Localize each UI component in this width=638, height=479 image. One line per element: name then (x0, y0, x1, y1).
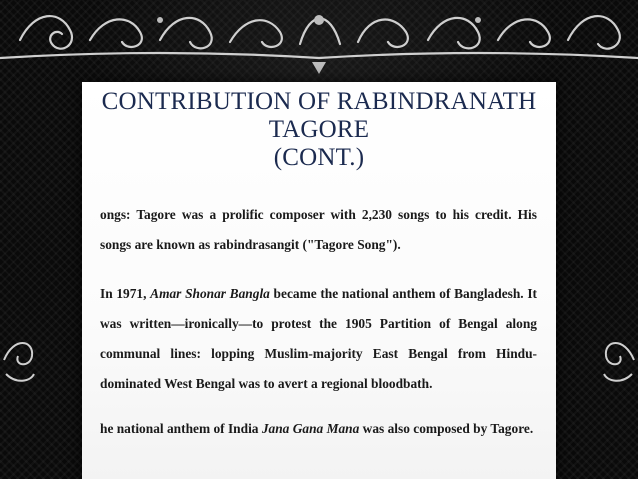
paragraph-text: he national anthem of India (100, 421, 262, 436)
ornament-scroll-side-icon (598, 330, 638, 390)
slide-title-line: CONTRIBUTION OF RABINDRANATH (101, 88, 537, 115)
paragraph-india-anthem (100, 414, 537, 444)
paragraph-text: In 1971, (100, 286, 151, 301)
song-title-italic: Jana Gana Mana (261, 421, 360, 436)
ornament-scroll-side-icon (0, 330, 40, 390)
paragraph-songs: ongs: Tagore was a prolific composer with 2,230 songs to his credit. His songs are known as rabindrasangit ("Tagore Song"). (100, 207, 537, 252)
paragraph-text: was also composed by Tagore. (359, 421, 534, 436)
song-title-italic: Amar Shonar Bangla (150, 286, 270, 301)
slide-title-line: TAGORE (268, 116, 370, 143)
slide-title-line: (CONT.) (273, 144, 365, 171)
paragraph-bangladesh-anthem (100, 279, 537, 399)
slide-title (82, 88, 556, 172)
ornament-scroll-top-icon (0, 0, 638, 80)
paragraph-text: became the national anthem of Bangladesh. It was written—ironically—to protest the 1905 Partition of Bengal along communal lines: lopping Muslim-majority East Bengal from Hindu-dominated West Bengal was to avert a regional bloodbath. (100, 286, 537, 391)
